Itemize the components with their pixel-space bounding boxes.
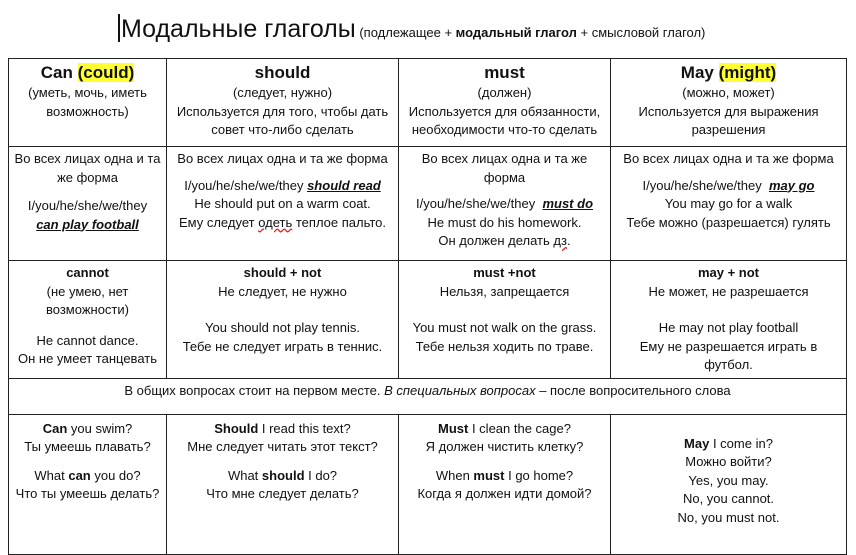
cell-can-header xyxy=(9,59,167,147)
may-neg-example-en: He may not play football xyxy=(658,320,799,335)
cell-should-negative xyxy=(167,261,399,379)
verb-must: must xyxy=(484,63,525,82)
table-row-negative xyxy=(9,261,847,379)
cell-must-form xyxy=(399,147,611,261)
may-q1-bold: May xyxy=(684,435,710,451)
can-q2-ru: Что ты умеешь делать? xyxy=(15,486,160,501)
must-neg-example-en: You must not walk on the grass. xyxy=(412,320,597,335)
table-row-header xyxy=(9,59,847,147)
must-neg-meaning: Нельзя, запрещается xyxy=(439,283,570,299)
cell-must-header xyxy=(399,59,611,147)
cell-must-negative xyxy=(399,261,611,379)
can-meaning: (уметь, мочь, иметь возможность) xyxy=(28,85,147,119)
may-example-ru: Тебе можно (разрешается) гулять xyxy=(626,214,831,230)
cell-can-questions xyxy=(9,414,167,554)
must-meaning: (должен) xyxy=(477,85,532,100)
should-neg-example-en: You should not play tennis. xyxy=(205,320,360,335)
should-q2 xyxy=(171,467,394,486)
may-q1-ru: Можно войти? xyxy=(685,454,772,469)
can-neg-example-en: He cannot dance. xyxy=(36,332,139,348)
subtitle-open: (подлежащее + xyxy=(355,25,456,40)
can-q1-bold: Can xyxy=(42,420,68,436)
note-tail: – после вопросительного слова xyxy=(535,382,731,398)
cell-can-negative xyxy=(9,261,167,379)
can-q2-bold: can xyxy=(68,467,91,483)
must-form-verb: must do xyxy=(542,196,594,211)
may-neg-header: may + not xyxy=(697,265,760,280)
may-usage: Используется для выражения разрешения xyxy=(638,103,819,137)
may-meaning: (можно, может) xyxy=(682,85,775,100)
table-row-form xyxy=(9,147,847,261)
can-form-subject: I/you/he/she/we/they xyxy=(27,198,148,213)
cell-may-form xyxy=(611,147,847,261)
title-main: Модальные глаголы xyxy=(121,15,356,43)
must-q1 xyxy=(403,420,606,439)
may-example-en: You may go for a walk xyxy=(664,196,793,211)
should-form-note: Во всех лицах одна и та же форма xyxy=(177,151,388,166)
can-neg-meaning: (не умею, нет возможности) xyxy=(46,283,129,317)
can-q2-pre: What xyxy=(34,467,69,483)
questions-note xyxy=(9,378,847,414)
must-form-line xyxy=(403,195,606,214)
must-q2-bold: must xyxy=(473,467,505,483)
cell-may-negative xyxy=(611,261,847,379)
page-title xyxy=(118,14,705,44)
must-ex-ru-b: . xyxy=(566,233,571,248)
should-ex-ru-b: теплое пальто. xyxy=(292,214,387,230)
may-answer-must-not: No, you must not. xyxy=(677,509,780,525)
may-neg-meaning: Не может, не разрешается xyxy=(648,283,809,299)
verb-can xyxy=(13,62,162,84)
should-ex-ru-a: Ему следует xyxy=(178,214,259,230)
verb-can-text: Can xyxy=(40,63,73,82)
may-form-subject: I/you/he/she/we/they xyxy=(642,177,769,193)
spellcheck-word: одеть xyxy=(258,214,293,230)
should-neg-example-ru: Тебе не следует играть в теннис. xyxy=(182,338,383,354)
subtitle-close: + смысловой глагол) xyxy=(576,25,706,40)
cell-can-form xyxy=(9,147,167,261)
should-form-subject: I/you/he/she/we/they xyxy=(184,177,308,193)
must-q2 xyxy=(403,467,606,486)
can-q2 xyxy=(13,467,162,486)
may-form-note: Во всех лицах одна и та же форма xyxy=(623,151,834,166)
text-cursor xyxy=(118,14,120,42)
can-q1-ru: Ты умеешь плавать? xyxy=(24,439,151,454)
title-subtitle xyxy=(356,25,706,40)
must-form-note: Во всех лицах одна и та же форма xyxy=(421,151,588,185)
subtitle-bold: модальный глагол xyxy=(455,25,577,40)
verb-may xyxy=(615,62,842,84)
may-q1 xyxy=(615,435,842,454)
must-example-ru xyxy=(403,232,606,251)
should-neg-meaning: Не следует, не нужно xyxy=(218,283,347,299)
spellcheck-word: дз xyxy=(553,233,567,248)
may-q1-rest: I come in? xyxy=(709,435,773,451)
must-neg-header: must +not xyxy=(473,265,536,280)
cell-may-header xyxy=(611,59,847,147)
should-example-ru xyxy=(171,214,394,233)
can-form-verb: can play football xyxy=(36,216,139,232)
must-q2-pre: When xyxy=(435,467,474,483)
should-q2-bold: should xyxy=(261,467,305,483)
should-q2-ru: Что мне следует делать? xyxy=(206,486,359,501)
must-q2-ru: Когда я должен идти домой? xyxy=(417,486,592,501)
must-q2-rest: I go home? xyxy=(504,467,574,483)
should-meaning: (следует, нужно) xyxy=(232,85,333,100)
table-row-note xyxy=(9,378,847,414)
verb-should: should xyxy=(254,63,311,82)
should-usage: Используется для того, чтобы дать совет что-либо сделать xyxy=(176,103,389,137)
cell-must-questions xyxy=(399,414,611,554)
may-answer-yes: Yes, you may. xyxy=(688,472,769,488)
can-form-note: Во всех лицах одна и та же форма xyxy=(14,151,161,185)
should-q1-bold: Should xyxy=(214,420,259,436)
must-usage: Используется для обязанности, необходимости что-то сделать xyxy=(408,103,601,137)
table-row-questions xyxy=(9,414,847,554)
should-q2-pre: What xyxy=(227,467,262,483)
may-form-verb: may go xyxy=(768,177,815,193)
verb-might-highlight: (might) xyxy=(718,63,777,82)
may-answer-cannot: No, you cannot. xyxy=(682,491,775,506)
must-form-subject: I/you/he/she/we/they xyxy=(415,196,543,211)
may-neg-example-ru: Ему не разрешается играть в футбол. xyxy=(639,338,818,372)
cell-should-questions xyxy=(167,414,399,554)
must-q1-ru: Я должен чистить клетку? xyxy=(425,439,584,454)
cell-should-header xyxy=(167,59,399,147)
may-form-line xyxy=(615,177,842,196)
should-form-line xyxy=(171,177,394,196)
can-q1-rest: you swim? xyxy=(67,420,133,436)
should-neg-header: should + not xyxy=(243,265,322,280)
should-q2-rest: I do? xyxy=(304,467,338,483)
cell-may-questions xyxy=(611,414,847,554)
modal-verbs-table xyxy=(8,58,847,555)
can-neg-header: cannot xyxy=(66,265,109,280)
can-q1 xyxy=(13,420,162,439)
must-q1-bold: Must xyxy=(438,420,469,436)
should-q1-rest: I read this text? xyxy=(258,420,351,436)
note-plain: В общих вопросах стоит на первом месте. xyxy=(124,382,385,398)
note-italic: В специальных вопросах xyxy=(384,382,536,398)
must-q1-rest: I clean the cage? xyxy=(468,420,571,436)
must-ex-ru-a: Он должен делать xyxy=(438,233,554,248)
verb-may-text: May xyxy=(680,63,714,82)
should-example-en: He should put on a warm coat. xyxy=(194,196,371,211)
should-q1 xyxy=(171,420,394,439)
should-form-verb: should read xyxy=(307,177,381,193)
must-example-en: He must do his homework. xyxy=(427,214,582,230)
must-neg-example-ru: Тебе нельзя ходить по траве. xyxy=(415,338,594,354)
can-q2-rest: you do? xyxy=(90,467,141,483)
verb-could-highlight: (could) xyxy=(77,63,135,82)
cell-should-form xyxy=(167,147,399,261)
should-q1-ru: Мне следует читать этот текст? xyxy=(187,439,378,454)
can-neg-example-ru: Он не умеет танцевать xyxy=(18,351,157,366)
